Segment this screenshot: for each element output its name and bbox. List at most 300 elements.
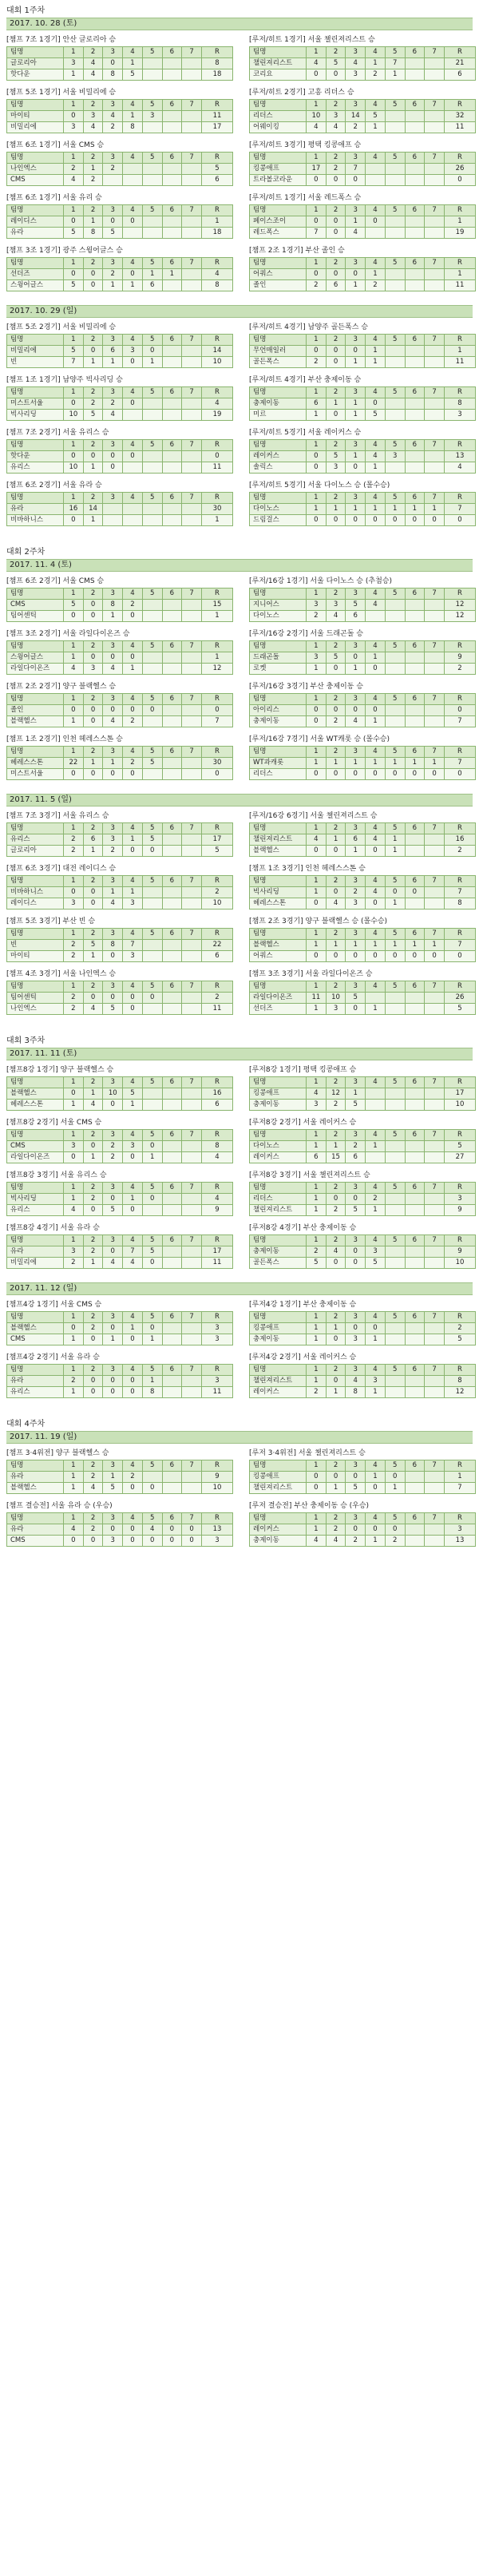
inning-header: 4 — [123, 747, 143, 758]
inning-score — [162, 769, 182, 780]
inning-score: 1 — [307, 1194, 327, 1205]
game-card — [249, 864, 476, 910]
inning-score — [405, 898, 425, 910]
inning-header: 2 — [326, 440, 346, 451]
inning-score: 0 — [307, 769, 327, 780]
game-card — [6, 141, 233, 186]
inning-header: R — [445, 747, 476, 758]
inning-score: 5 — [366, 111, 386, 122]
inning-score: 0 — [123, 1536, 143, 1547]
run-total: 7 — [202, 716, 233, 727]
game-title: [챔프8강 3경기] 서울 유리스 승 — [6, 1171, 107, 1179]
inning-score: 1 — [123, 887, 143, 898]
team-header: 팀명 — [7, 1183, 64, 1194]
inning-score: 5 — [64, 280, 84, 291]
inning-header: 7 — [182, 100, 202, 111]
inning-score: 1 — [307, 887, 327, 898]
inning-score — [425, 1536, 445, 1547]
inning-score: 0 — [405, 887, 425, 898]
inning-header: 6 — [405, 1235, 425, 1246]
inning-header: 6 — [162, 1312, 182, 1323]
inning-score — [182, 758, 202, 769]
run-total: 11 — [202, 111, 233, 122]
inning-header: 1 — [307, 929, 327, 940]
inning-score: 2 — [103, 398, 123, 410]
game-card — [6, 917, 233, 962]
team-row — [7, 1483, 233, 1494]
run-total: 14 — [202, 346, 233, 357]
team-row — [250, 410, 476, 421]
run-total: 5 — [202, 846, 233, 857]
inning-score: 0 — [83, 611, 103, 622]
inning-score: 4 — [83, 1004, 103, 1015]
inning-header: 2 — [326, 493, 346, 504]
inning-score — [182, 216, 202, 228]
team-header: 팀명 — [7, 981, 64, 993]
inning-header: 1 — [307, 1077, 327, 1088]
inning-header: 7 — [182, 493, 202, 504]
inning-header: R — [202, 205, 233, 216]
scoreboard-header — [7, 205, 233, 216]
inning-score: 4 — [326, 1536, 346, 1547]
game-title: [챔프4강 2경기] 서울 유라 승 — [6, 1353, 100, 1361]
run-total: 6 — [202, 951, 233, 962]
game-card — [6, 323, 233, 368]
run-total: 5 — [445, 1334, 476, 1345]
inning-header: R — [445, 100, 476, 111]
inning-score: 0 — [366, 846, 386, 857]
inning-score — [425, 898, 445, 910]
run-total: 3 — [445, 1524, 476, 1536]
inning-score: 2 — [366, 69, 386, 81]
inning-header: 5 — [385, 1130, 405, 1141]
inning-header: 3 — [103, 1513, 123, 1524]
scoreboard — [249, 1364, 476, 1398]
game-title: [챔프 7조 3경기] 서울 유리스 승 — [6, 812, 109, 820]
inning-header: 7 — [182, 1312, 202, 1323]
inning-score: 2 — [64, 951, 84, 962]
team-name: 다이노스 — [250, 504, 307, 515]
inning-score: 0 — [346, 346, 366, 357]
team-row — [7, 1323, 233, 1334]
inning-score: 1 — [346, 1088, 366, 1100]
team-row — [250, 462, 476, 474]
game-card — [249, 1223, 476, 1269]
inning-header: 1 — [64, 1312, 84, 1323]
inning-score — [385, 164, 405, 175]
team-name: 드래곤돌 — [250, 652, 307, 664]
inning-header: 3 — [103, 1077, 123, 1088]
inning-score: 0 — [123, 398, 143, 410]
inning-header: 5 — [142, 100, 162, 111]
inning-score: 2 — [307, 280, 327, 291]
inning-header: 7 — [425, 823, 445, 834]
inning-header: 5 — [385, 876, 405, 887]
run-total: 19 — [445, 228, 476, 239]
inning-score: 1 — [346, 504, 366, 515]
inning-header: 5 — [385, 100, 405, 111]
inning-score — [385, 1205, 405, 1216]
inning-header: 2 — [326, 205, 346, 216]
inning-score: 5 — [64, 228, 84, 239]
inning-score: 1 — [366, 716, 386, 727]
inning-score: 1 — [425, 758, 445, 769]
inning-score: 0 — [123, 357, 143, 368]
inning-header: 2 — [326, 1365, 346, 1376]
team-row — [250, 1387, 476, 1398]
inning-score: 4 — [366, 600, 386, 611]
inning-score — [182, 887, 202, 898]
inning-header: 2 — [326, 258, 346, 269]
inning-score — [425, 611, 445, 622]
week-title: 대회 1주차 — [6, 6, 46, 15]
inning-score — [123, 462, 143, 474]
inning-header: 6 — [162, 493, 182, 504]
inning-score: 7 — [123, 940, 143, 951]
team-row — [7, 1100, 233, 1111]
game-title: [루저4강 1경기] 부산 충제이동 승 — [249, 1301, 357, 1309]
team-header: 팀명 — [250, 493, 307, 504]
inning-header: 5 — [142, 1460, 162, 1472]
team-row — [7, 1194, 233, 1205]
inning-header: 1 — [64, 493, 84, 504]
inning-score — [182, 122, 202, 133]
team-row — [7, 1141, 233, 1152]
inning-header: 3 — [346, 47, 366, 58]
inning-header: R — [202, 641, 233, 652]
inning-score: 7 — [346, 164, 366, 175]
game-card — [6, 1449, 233, 1494]
game-title: [챔프8강 4경기] 서울 유라 승 — [6, 1224, 100, 1232]
inning-score — [162, 451, 182, 462]
team-row — [250, 1524, 476, 1536]
run-total: 3 — [445, 410, 476, 421]
inning-header: 3 — [103, 1130, 123, 1141]
inning-header: 3 — [103, 387, 123, 398]
game-title: [루저/16강 1경기] 서울 다이노스 승 (추첨승) — [249, 577, 392, 585]
scoreboard — [6, 1076, 233, 1111]
inning-score: 1 — [366, 758, 386, 769]
inning-score: 4 — [307, 1536, 327, 1547]
run-total: 30 — [202, 504, 233, 515]
inning-header: 1 — [64, 1130, 84, 1141]
team-row — [250, 1246, 476, 1258]
run-total: 18 — [202, 228, 233, 239]
inning-score: 0 — [385, 1524, 405, 1536]
inning-score — [142, 216, 162, 228]
inning-score — [162, 611, 182, 622]
inning-score: 1 — [307, 1376, 327, 1387]
inning-score — [162, 1194, 182, 1205]
inning-header: 7 — [425, 589, 445, 600]
inning-score: 1 — [103, 758, 123, 769]
inning-score — [405, 122, 425, 133]
inning-score: 6 — [307, 398, 327, 410]
team-name: CMS — [7, 1536, 64, 1547]
team-name: CMS — [7, 175, 64, 186]
inning-score: 3 — [142, 111, 162, 122]
inning-score: 0 — [142, 846, 162, 857]
inning-header: 4 — [366, 1077, 386, 1088]
inning-header: 3 — [103, 205, 123, 216]
inning-score: 0 — [103, 652, 123, 664]
inning-header: R — [445, 493, 476, 504]
inning-score: 1 — [142, 1376, 162, 1387]
inning-score: 1 — [307, 1141, 327, 1152]
inning-score — [162, 1334, 182, 1345]
inning-score — [425, 846, 445, 857]
inning-score — [425, 1152, 445, 1163]
inning-header: 1 — [64, 1235, 84, 1246]
inning-header: 5 — [142, 1365, 162, 1376]
scoreboard-header — [250, 1183, 476, 1194]
inning-score: 0 — [326, 228, 346, 239]
team-header: 팀명 — [250, 1365, 307, 1376]
inning-score: 6 — [326, 280, 346, 291]
inning-score: 7 — [385, 58, 405, 69]
inning-header: 3 — [103, 1235, 123, 1246]
inning-score: 1 — [346, 940, 366, 951]
inning-header: 4 — [123, 1183, 143, 1194]
inning-score: 1 — [366, 1387, 386, 1398]
inning-score: 0 — [123, 652, 143, 664]
inning-header: 4 — [123, 1235, 143, 1246]
inning-header: 3 — [346, 1183, 366, 1194]
inning-score — [142, 164, 162, 175]
team-header: 팀명 — [250, 694, 307, 705]
team-name: 무언매일러 — [250, 346, 307, 357]
inning-score — [162, 398, 182, 410]
team-row — [7, 1088, 233, 1100]
team-row — [250, 1483, 476, 1494]
inning-header: 1 — [307, 1365, 327, 1376]
inning-score — [182, 940, 202, 951]
inning-header: 6 — [162, 747, 182, 758]
run-total: 5 — [202, 164, 233, 175]
inning-score: 0 — [103, 1524, 123, 1536]
inning-header: 3 — [103, 876, 123, 887]
inning-score — [425, 410, 445, 421]
inning-score: 1 — [425, 940, 445, 951]
inning-header: 2 — [83, 876, 103, 887]
team-name: 빅사리딩 — [250, 887, 307, 898]
inning-score — [385, 1088, 405, 1100]
scoreboard — [6, 257, 233, 291]
inning-score: 0 — [326, 346, 346, 357]
inning-score: 0 — [123, 705, 143, 716]
scoreboard-header — [250, 440, 476, 451]
team-name: 챌린져리스트 — [250, 834, 307, 846]
inning-score — [366, 1088, 386, 1100]
inning-score: 0 — [64, 515, 84, 526]
inning-score: 2 — [64, 1258, 84, 1269]
team-header: 팀명 — [250, 1130, 307, 1141]
inning-header: 4 — [123, 876, 143, 887]
inning-header: 6 — [162, 589, 182, 600]
inning-header: 3 — [103, 823, 123, 834]
inning-header: 4 — [123, 493, 143, 504]
inning-score — [182, 1152, 202, 1163]
inning-score: 0 — [83, 652, 103, 664]
inning-score: 2 — [307, 611, 327, 622]
team-name: 다이노스 — [250, 1141, 307, 1152]
inning-score: 3 — [307, 652, 327, 664]
team-name: 유라 — [7, 1472, 64, 1483]
run-total: 1 — [445, 1472, 476, 1483]
game-card — [249, 917, 476, 962]
game-card — [249, 577, 476, 622]
inning-score: 0 — [326, 269, 346, 280]
game-title: [루저/히트 3경기] 평택 킹콩애프 승 — [249, 141, 362, 149]
inning-score: 0 — [83, 993, 103, 1004]
inning-header: 1 — [64, 876, 84, 887]
inning-score: 2 — [103, 164, 123, 175]
team-name: 마이티 — [7, 951, 64, 962]
inning-score: 1 — [366, 58, 386, 69]
inning-score: 0 — [123, 1334, 143, 1345]
run-total: 7 — [445, 1483, 476, 1494]
team-row — [250, 705, 476, 716]
inning-score — [162, 111, 182, 122]
inning-header: 3 — [346, 1130, 366, 1141]
inning-header: 3 — [346, 258, 366, 269]
inning-score: 7 — [123, 1246, 143, 1258]
inning-score — [162, 1323, 182, 1334]
inning-header: 3 — [346, 823, 366, 834]
team-name: 헤레스스톤 — [7, 758, 64, 769]
game-title: [챔프 6조 2경기] 서울 CMS 승 — [6, 577, 105, 585]
inning-score: 0 — [103, 1246, 123, 1258]
inning-score: 4 — [123, 1258, 143, 1269]
inning-score — [425, 164, 445, 175]
inning-score — [162, 940, 182, 951]
inning-score: 0 — [366, 705, 386, 716]
inning-score — [162, 280, 182, 291]
run-total: 8 — [445, 1376, 476, 1387]
inning-header: 3 — [346, 440, 366, 451]
inning-score: 1 — [103, 280, 123, 291]
inning-header: 2 — [83, 641, 103, 652]
team-row — [7, 1205, 233, 1216]
inning-score — [405, 1141, 425, 1152]
inning-score: 10 — [307, 111, 327, 122]
inning-header: 2 — [83, 589, 103, 600]
team-row — [250, 951, 476, 962]
team-name: 미스트서울 — [7, 769, 64, 780]
inning-score — [182, 1387, 202, 1398]
inning-score — [182, 652, 202, 664]
inning-score: 5 — [326, 451, 346, 462]
inning-score: 6 — [346, 611, 366, 622]
team-header: 팀명 — [7, 1312, 64, 1323]
inning-score: 4 — [83, 1100, 103, 1111]
inning-score: 1 — [326, 504, 346, 515]
inning-score — [425, 1088, 445, 1100]
inning-header: 5 — [142, 1130, 162, 1141]
inning-score: 10 — [64, 410, 84, 421]
inning-header: 4 — [366, 641, 386, 652]
inning-header: 4 — [123, 335, 143, 346]
inning-header: 4 — [123, 981, 143, 993]
game-card — [6, 682, 233, 727]
inning-header: 1 — [307, 1235, 327, 1246]
team-row — [7, 280, 233, 291]
team-header: 팀명 — [7, 100, 64, 111]
inning-header: 5 — [142, 1077, 162, 1088]
scoreboard — [249, 99, 476, 133]
scoreboard — [6, 152, 233, 186]
inning-score: 0 — [83, 769, 103, 780]
inning-score — [182, 846, 202, 857]
inning-score: 0 — [326, 175, 346, 186]
inning-score — [142, 1004, 162, 1015]
inning-score: 3 — [64, 122, 84, 133]
team-name: 트라볼코라운 — [250, 175, 307, 186]
team-row — [7, 216, 233, 228]
team-name: 레이커스 — [250, 1152, 307, 1163]
inning-header: 6 — [405, 876, 425, 887]
inning-header: 2 — [326, 876, 346, 887]
inning-score — [425, 451, 445, 462]
inning-header: 7 — [182, 929, 202, 940]
inning-score: 1 — [103, 1334, 123, 1345]
team-row — [7, 1387, 233, 1398]
inning-header: R — [202, 694, 233, 705]
team-row — [250, 1334, 476, 1345]
run-total: 1 — [445, 346, 476, 357]
inning-score: 0 — [64, 1536, 84, 1547]
inning-score: 2 — [83, 1524, 103, 1536]
inning-score: 5 — [346, 600, 366, 611]
run-total: 7 — [445, 758, 476, 769]
inning-header: R — [445, 1235, 476, 1246]
inning-score — [405, 1205, 425, 1216]
run-total: 0 — [445, 515, 476, 526]
run-total: 4 — [202, 398, 233, 410]
inning-score — [182, 716, 202, 727]
run-total: 11 — [202, 1004, 233, 1015]
inning-header: 2 — [326, 694, 346, 705]
inning-header: 1 — [307, 258, 327, 269]
inning-header: R — [445, 1077, 476, 1088]
inning-header: 1 — [307, 387, 327, 398]
game-card — [6, 864, 233, 910]
inning-score: 1 — [326, 940, 346, 951]
team-header: 팀명 — [7, 1460, 64, 1472]
scoreboard — [6, 981, 233, 1015]
inning-score — [405, 705, 425, 716]
scoreboard-header — [250, 641, 476, 652]
team-row — [250, 1141, 476, 1152]
inning-header: 2 — [83, 1365, 103, 1376]
inning-header: 2 — [83, 1312, 103, 1323]
inning-header: 7 — [182, 589, 202, 600]
inning-header: 1 — [307, 100, 327, 111]
inning-header: 3 — [346, 641, 366, 652]
team-header: 팀명 — [7, 1235, 64, 1246]
inning-score: 0 — [83, 898, 103, 910]
inning-score — [425, 834, 445, 846]
inning-score — [162, 1258, 182, 1269]
run-total: 22 — [202, 940, 233, 951]
team-header: 팀명 — [250, 258, 307, 269]
scoreboard — [6, 334, 233, 368]
inning-score — [142, 951, 162, 962]
inning-score — [162, 705, 182, 716]
run-total: 17 — [202, 122, 233, 133]
team-name: 블랙헬스 — [250, 846, 307, 857]
inning-header: 5 — [385, 1365, 405, 1376]
